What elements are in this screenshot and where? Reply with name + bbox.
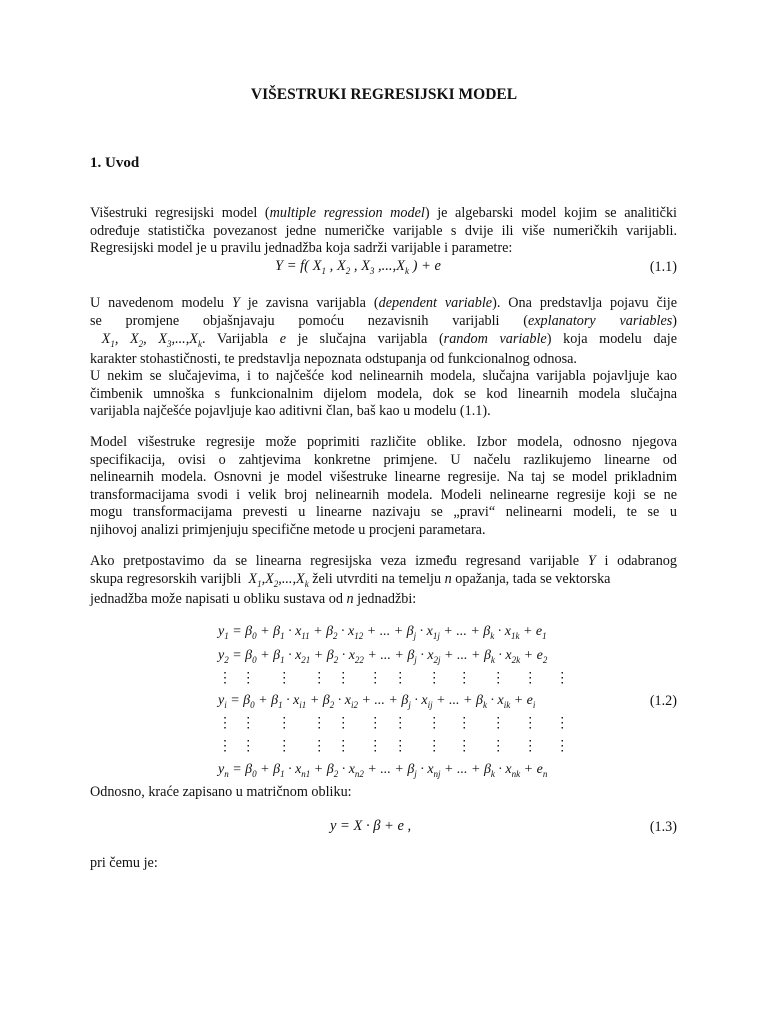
system-row-2: $y_2 = \beta_0 + \beta_1 \cdot x_{21} + \beta_2 \cdot x_{22}$ + ... + $\beta_j \cdot x_{2j}$ + ... + $\beta_k \cdot x_{2k} + e_2$: [218, 648, 548, 665]
system-row-i: $y_i = \beta_0 + \beta_1 \cdot x_{i1} + \beta_2 \cdot x_{i2}$ + ... + $\beta_j \cdot x_{ij}$ + ... + $\beta_k \cdot x_{ik} + e_i$: [218, 693, 536, 710]
paragraph-1-line-2: određuje statistička povezanost jedne numeričke varijable s dvije ili više numeričkih varijabli.: [90, 222, 677, 239]
paragraph-3-line-6: njihovoj analizi primjenjuju specifične metode u procjeni parametara.: [90, 521, 486, 538]
equation-1-3: y = X · β + e ,: [330, 818, 412, 834]
paragraph-3-line-5: mogu transformacijama prevesti u linearne nazivaju se „pravi“ nelinearni modeli, te se u: [90, 504, 677, 520]
system-vertical-dots-2: ⋮ ⋮ ⋮ ⋮ ⋮ ⋮ ⋮ ⋮ ⋮ ⋮ ⋮ ⋮: [218, 716, 570, 731]
section-heading: 1. Uvod: [90, 155, 140, 171]
system-row-1: $y_1 = \beta_0 + \beta_1 \cdot x_{11} + \beta_2 \cdot x_{12}$ + ... + $\beta_j \cdot x_{1j}$ + ... + $\beta_k \cdot x_{1k} + e_1$: [218, 624, 547, 641]
paragraph-3-line-4: transformacijama svodi i velik broj nelinearnih modela. Modeli nelinearne regresije koji se ne: [90, 486, 677, 503]
paragraph-1-line-3: Regresijski model je u pravilu jednadžba koja sadrži varijable i parametre:: [90, 240, 513, 256]
paragraph-4-line-1: Ako pretpostavimo da se linearna regresijska veza između regresand varijable Y i odabranog: [90, 553, 677, 569]
equation-1-3-number: (1.3): [649, 819, 677, 835]
paragraph-1-line-1: Višestruki regresijski model (multiple regression model) je algebarski model kojim se analitički: [90, 205, 677, 221]
paragraph-2-line-2: se promjene objašnjavaju pomoću nezavisnih varijabli (explanatory variables): [90, 313, 677, 329]
paragraph-5: Odnosno, kraće zapisano u matričnom obliku:: [90, 784, 352, 800]
document-title: VIŠESTRUKI REGRESIJSKI MODEL: [250, 86, 518, 103]
equation-1-1: Y = f( $X_1$ , $X_2$ , $X_3$ $,...,X_k$ ) + e: [275, 258, 441, 276]
equation-1-1-number: (1.1): [649, 259, 677, 275]
paragraph-2-line-1: U navedenom modelu Y je zavisna varijabla (dependent variable). Ona predstavlja pojavu čije: [90, 295, 677, 311]
system-vertical-dots-3: ⋮ ⋮ ⋮ ⋮ ⋮ ⋮ ⋮ ⋮ ⋮ ⋮ ⋮ ⋮: [218, 739, 570, 754]
paragraph-3-line-1: Model višestruke regresije može poprimiti različite oblike. Izbor modela, odnosno njegova: [90, 434, 677, 450]
equation-1-2-number: (1.2): [649, 693, 677, 709]
paragraph-2-line-7: varijabla najčešće pojavljuje kao aditivni član, baš kao u modelu (1.1).: [90, 403, 491, 419]
paragraph-2-line-6: čimbenik umnoška s funkcionalnim dijelom modela, dok se kod linearnih modela slučajna: [90, 385, 677, 402]
paragraph-3-line-3: nelinearnih modela. Osnovni je model višestruke linearne regresije. Na taj se model prikladnim: [90, 469, 677, 485]
paragraph-6: pri čemu je:: [90, 855, 158, 871]
paragraph-2-line-4: karakter stohastičnosti, te predstavlja nepoznata odstupanja od funkcionalnog odnosa.: [90, 351, 577, 367]
paragraph-4-line-3: jednadžba može napisati u obliku sustava od n jednadžbi:: [90, 591, 417, 607]
paragraph-2-line-3: $X_1$, $X_2$, $X_3,...,X_k$. Varijabla e je slučajna varijabla (random variable) koja modelu daje: [90, 331, 677, 349]
paragraph-3-line-2: specifikacija, ovisi o zahtjevima konkretne primjene. U načelu razlikujemo linearne od: [90, 451, 677, 468]
paragraph-2-line-5: U nekim se slučajevima, i to najčešće kod nelinearnih modela, slučajna varijabla pojavljuje kao: [90, 368, 677, 384]
paragraph-4-line-2: skupa regresorskih varijbli $X_1,X_2,...,X_k$ želi utvrditi na temelju n opažanja, tada se vektorska: [90, 571, 611, 589]
system-row-n: $y_n = \beta_0 + \beta_1 \cdot x_{n1} + \beta_2 \cdot x_{n2}$ + ... + $\beta_j \cdot x_{nj}$ + ... + $\beta_k \cdot x_{nk} + e_n$: [218, 762, 548, 779]
system-vertical-dots-1: ⋮ ⋮ ⋮ ⋮ ⋮ ⋮ ⋮ ⋮ ⋮ ⋮ ⋮ ⋮: [218, 671, 570, 686]
